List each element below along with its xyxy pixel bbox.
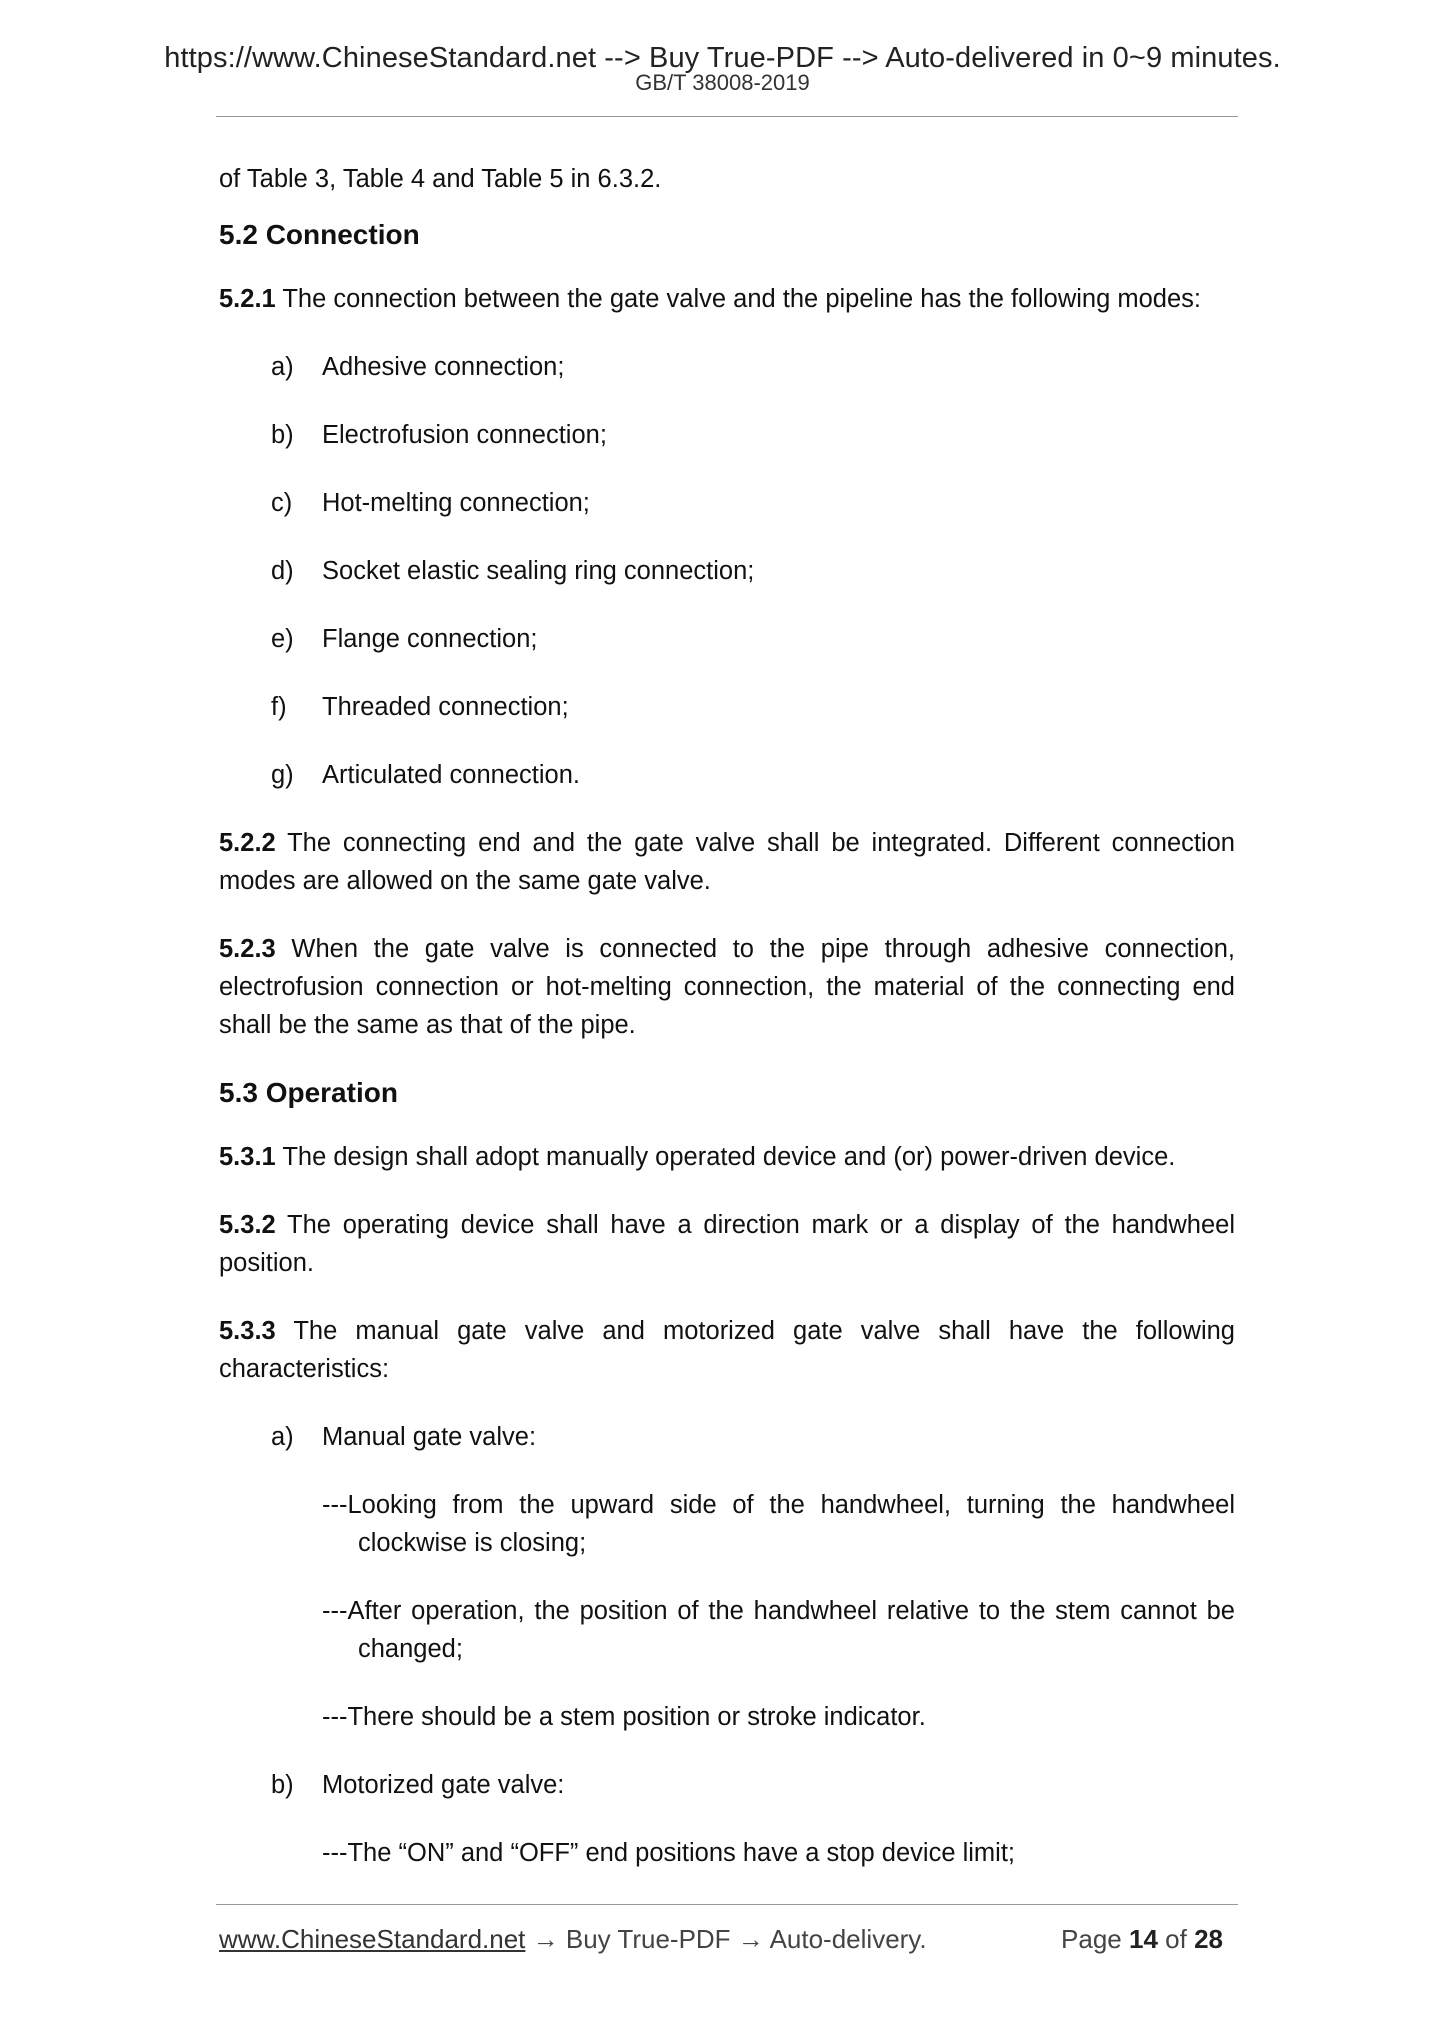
motorized-gate-valve-item xyxy=(219,1766,1235,1804)
section-heading-5-3: 5.3 Operation xyxy=(219,1077,398,1108)
footer-divider xyxy=(216,1904,1238,1905)
section-heading-5-2: 5.2 Connection xyxy=(219,219,420,250)
list-item-text: Manual gate valve: xyxy=(322,1423,537,1451)
clause-number: 5.3.1 xyxy=(219,1143,276,1171)
dash-item: ---There should be a stem position or stroke indicator. xyxy=(322,1703,926,1731)
list-marker: b) xyxy=(271,1771,294,1799)
clause-text: The manual gate valve and motorized gate valve shall have the following characteristics: xyxy=(219,1317,1235,1383)
page-indicator xyxy=(1061,1924,1223,1955)
manual-gate-valve-item xyxy=(219,1418,1235,1456)
clause-5-2-3 xyxy=(219,930,1235,1044)
list-marker: f) xyxy=(271,693,287,721)
clause-text: The design shall adopt manually operated device and (or) power-driven device. xyxy=(275,1143,1176,1171)
list-marker: a) xyxy=(271,353,294,381)
list-item xyxy=(219,688,1235,726)
list-item-text: Threaded connection; xyxy=(322,693,569,721)
connection-modes-list xyxy=(219,348,1235,794)
clause-number: 5.2.1 xyxy=(219,285,276,313)
list-item xyxy=(219,552,1235,590)
list-item-text: Motorized gate valve: xyxy=(322,1771,565,1799)
footer-site-link[interactable]: www.ChineseStandard.net xyxy=(219,1924,526,1954)
list-marker: a) xyxy=(271,1423,294,1451)
clause-number: 5.2.2 xyxy=(219,829,276,857)
list-item xyxy=(219,620,1235,658)
list-item xyxy=(219,484,1235,522)
dash-item: ---The “ON” and “OFF” end positions have a stop device limit; xyxy=(322,1839,1015,1867)
clause-5-3-2 xyxy=(219,1206,1235,1282)
header-divider xyxy=(216,116,1238,117)
clause-text: The connecting end and the gate valve shall be integrated. Different connection modes are allowed on the same gate valve. xyxy=(219,829,1235,895)
clause-number: 5.2.3 xyxy=(219,935,276,963)
list-marker: g) xyxy=(271,761,294,789)
clause-5-3-3 xyxy=(219,1312,1235,1388)
list-item xyxy=(219,756,1235,794)
list-marker: e) xyxy=(271,625,294,653)
page-of: of xyxy=(1165,1924,1187,1954)
list-marker: c) xyxy=(271,489,293,517)
list-item xyxy=(219,416,1235,454)
continuation-text: of Table 3, Table 4 and Table 5 in 6.3.2. xyxy=(219,165,662,193)
list-item-text: Flange connection; xyxy=(322,625,538,653)
clause-number: 5.3.3 xyxy=(219,1317,276,1345)
page-current: 14 xyxy=(1129,1924,1158,1954)
list-item-text: Socket elastic sealing ring connection; xyxy=(322,557,755,585)
clause-text: When the gate valve is connected to the pipe through adhesive connection, electrofusion connection or hot-melting connection, the material of the connecting end shall be the same as that of the pipe. xyxy=(219,935,1235,1039)
list-item-text: Adhesive connection; xyxy=(322,353,565,381)
list-marker: d) xyxy=(271,557,294,585)
page-footer xyxy=(219,1924,1235,1955)
list-item xyxy=(219,348,1235,386)
page-total: 28 xyxy=(1194,1924,1223,1954)
clause-5-2-2 xyxy=(219,824,1235,900)
clause-number: 5.3.2 xyxy=(219,1211,276,1239)
header-banner: https://www.ChineseStandard.net --> Buy True-PDF --> Auto-delivered in 0~9 minutes. xyxy=(164,42,1281,74)
list-item-text: Hot-melting connection; xyxy=(322,489,590,517)
dash-item: ---Looking from the upward side of the handwheel, turning the handwheel clockwise is closing; xyxy=(322,1491,1235,1557)
dash-item: ---After operation, the position of the handwheel relative to the stem cannot be changed; xyxy=(322,1597,1235,1663)
page-label: Page xyxy=(1061,1924,1122,1954)
standard-number: GB/T 38008-2019 xyxy=(635,70,810,95)
document-body xyxy=(219,160,1235,1902)
list-item-text: Articulated connection. xyxy=(322,761,580,789)
list-item-text: Electrofusion connection; xyxy=(322,421,607,449)
clause-5-2-1 xyxy=(219,280,1235,318)
list-marker: b) xyxy=(271,421,294,449)
clause-text: The operating device shall have a direction mark or a display of the handwheel position. xyxy=(219,1211,1235,1277)
clause-text: The connection between the gate valve and the pipeline has the following modes: xyxy=(275,285,1201,313)
clause-5-3-1 xyxy=(219,1138,1235,1176)
footer-tagline: → Buy True-PDF → Auto-delivery. xyxy=(525,1924,927,1954)
